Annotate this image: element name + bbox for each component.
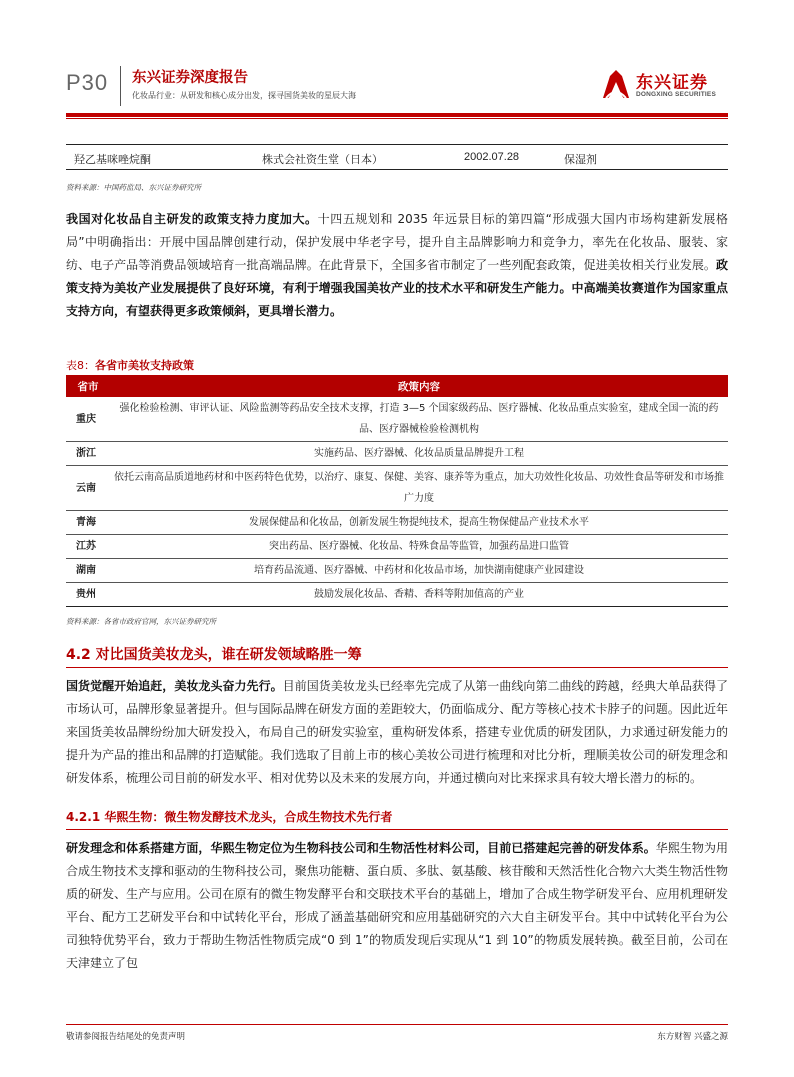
table-row: [66, 466, 728, 511]
footer-slogan: 东方财智 兴盛之源: [657, 1032, 728, 1042]
table-row: [66, 535, 728, 559]
report-subtitle: 化妆品行业：从研发和核心成分出发，探寻国货美妆的星辰大海: [132, 91, 356, 100]
table-header-row: [66, 375, 728, 397]
province-cell: 云南: [66, 466, 110, 511]
province-cell: 浙江: [66, 442, 110, 466]
province-cell: 青海: [66, 511, 110, 535]
table-row: [66, 559, 728, 583]
paragraph-lead: 研发理念和体系搭建方面，华熙生物定位为生物科技公司和生物活性材料公司，目前已搭建起完善的研发体系。: [66, 841, 656, 855]
logo-text-en: DONGXING SECURITIES: [636, 91, 717, 98]
paragraph-lead: 我国对化妆品自主研发的政策支持力度加大。: [66, 212, 318, 226]
company-logo: [600, 68, 728, 104]
logo-text-cn: 东兴证券: [636, 73, 708, 93]
table-row: [66, 442, 728, 466]
policy-paragraph: [66, 208, 728, 323]
content-cell: 培育药品流通、医疗器械、中药材和化妆品市场，加快湖南健康产业园建设: [110, 559, 728, 583]
section-title: 4.2 对比国货美妆龙头，谁在研发领域略胜一筹: [66, 644, 728, 668]
footer-disclaimer: 敬请参阅报告结尾处的免责声明: [66, 1032, 186, 1042]
header-rule: [66, 113, 728, 117]
subsection-paragraph: [66, 837, 728, 975]
footer-rule: [66, 1024, 728, 1025]
header-content: 政策内容: [110, 375, 728, 397]
province-cell: 湖南: [66, 559, 110, 583]
page-number: P30: [66, 70, 109, 95]
content-cell: 实施药品、医疗器械、化妆品质量品牌提升工程: [110, 442, 728, 466]
header-divider: [120, 66, 121, 106]
paragraph-lead: 国货觉醒开始追赶，美妆龙头奋力先行。: [66, 679, 283, 693]
table-row: [66, 397, 728, 442]
patent-table-fragment: [66, 144, 728, 170]
logo-mark-icon: [600, 68, 632, 102]
source-note: 资料来源：各省市政府官网，东兴证券研究所: [66, 617, 216, 626]
paragraph-bold-tail: 政策支持为美妆产业发展提供了良好环境，有利于增强我国美妆产业的技术水平和研发生产能力。中高端美妆赛道作为国家重点支持方向，有望获得更多政策倾斜，更具增长潜力。: [66, 258, 728, 318]
content-cell: 发展保健品和化妆品，创新发展生物提纯技术，提高生物保健品产业技术水平: [110, 511, 728, 535]
company-cell: 株式会社资生堂（日本）: [262, 153, 383, 166]
table-caption-title: 各省市美妆支持政策: [95, 359, 194, 372]
subsection-title: 4.2.1 华熙生物：微生物发酵技术龙头，合成生物技术先行者: [66, 808, 728, 830]
content-cell: 依托云南高品质道地药材和中医药特色优势，以治疗、康复、保健、美容、康养等为重点，加大功效性化妆品、功效性食品等研发和市场推广力度: [110, 466, 728, 511]
page-header: [66, 66, 728, 106]
source-note: 资料来源：中国药监局、东兴证券研究所: [66, 183, 201, 192]
table-caption: [66, 357, 194, 373]
province-cell: 江苏: [66, 535, 110, 559]
header-province: 省市: [66, 375, 110, 397]
table-row: [66, 583, 728, 607]
policy-table: [66, 375, 728, 607]
paragraph-body: 目前国货美妆龙头已经率先完成了从第一曲线向第二曲线的跨越，经典大单品获得了市场认可，品牌形象显著提升。但与国际品牌在研发方面的差距较大，仍面临成分、配方等核心技术卡脖子的问题。因此近年来国货美妆品牌纷纷加大研发投入，布局自己的研发实验室，重构研发体系，搭建专业优质的研发团队，力求通过研发能力的提升为产品的推出和品牌的打造赋能。我们选取了目前上市的核心美妆公司进行梳理和对比分析，理顺美妆公司的研发理念和研发体系，梳理公司目前的研发水平、相对优势以及未来的发展方向，并通过横向对比来探求具有较大增长潜力的标的。: [66, 679, 728, 785]
paragraph-body: 华熙生物为用合成生物技术支撑和驱动的生物科技公司，聚焦功能糖、蛋白质、多肽、氨基酸、核苷酸和天然活性化合物六大类生物活性物质的研发、生产与应用。公司在原有的微生物发酵平台和交联技术平台的基础上，增加了合成生物学研发平台、应用机理研发平台、配方工艺研发平台和中试转化平台，形成了涵盖基础研究和应用基础研究的六大自主研发平台。其中中试转化平台为公司独特优势平台，致力于帮助生物活性物质完成“0 到 1”的物质发现后实现从“1 到 10”的物质发展转换。截至目前，公司在天津建立了包: [66, 841, 728, 970]
ingredient-cell: 羟乙基咪唑烷酮: [74, 153, 151, 166]
province-cell: 重庆: [66, 397, 110, 442]
content-cell: 鼓励发展化妆品、香精、香料等附加值高的产业: [110, 583, 728, 607]
province-cell: 贵州: [66, 583, 110, 607]
paragraph-body: 十四五规划和 2035 年远景目标的第四篇“形成强大国内市场构建新发展格局”中明确指出：开展中国品牌创建行动，保护发展中华老字号，提升自主品牌影响力和竞争力，率先在化妆品、服装、家纺、电子产品等消费品领域培育一批高端品牌。在此背景下，全国多省市制定了一些列配套政策，促进美妆相关行业发展。: [66, 212, 728, 272]
header-rule-thin: [66, 118, 728, 119]
date-cell: 2002.07.28: [464, 151, 520, 163]
report-title: 东兴证券深度报告: [132, 70, 248, 86]
section-paragraph: [66, 675, 728, 790]
content-cell: 强化检验检测、审评认证、风险监测等药品安全技术支撑，打造 3—5 个国家级药品、医疗器械、化妆品重点实验室，建成全国一流的药品、医疗器械检验检测机构: [110, 397, 728, 442]
content-cell: 突出药品、医疗器械、化妆品、特殊食品等监管，加强药品进口监管: [110, 535, 728, 559]
use-cell: 保湿剂: [564, 153, 597, 166]
table-row: [66, 511, 728, 535]
table-caption-label: 表8：: [66, 359, 95, 372]
